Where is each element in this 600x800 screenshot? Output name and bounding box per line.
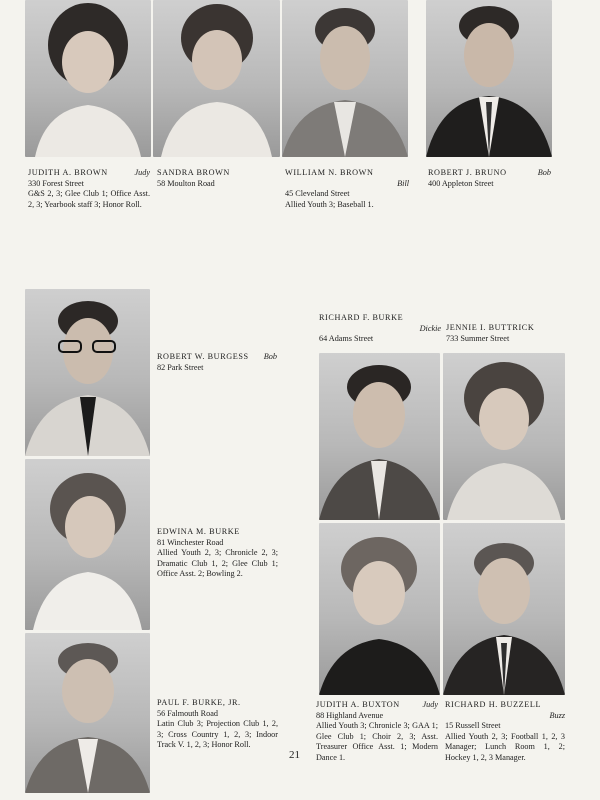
- portrait-paul-burke: [25, 633, 150, 793]
- student-address: 400 Appleton Street: [428, 178, 494, 188]
- portrait-william-brown: [282, 0, 408, 157]
- student-address: 15 Russell Street: [445, 721, 501, 731]
- student-address: 64 Adams Street: [319, 334, 374, 344]
- caption-william-brown: [285, 168, 409, 210]
- caption-edwina-burke: [157, 527, 278, 580]
- student-address: 733 Summer Street: [446, 333, 510, 343]
- student-name: EDWINA M. BURKE: [157, 527, 240, 536]
- student-activities: Allied Youth 2, 3; Football 1, 2, 3 Manager; Lunch Room 1, 2; Hockey 1, 2, 3 Manager.: [445, 731, 565, 762]
- student-address: 45 Cleveland Street: [285, 189, 350, 199]
- student-address: 82 Park Street: [157, 362, 204, 372]
- student-address: 330 Forest Street: [28, 178, 84, 188]
- caption-richard-burke: [319, 313, 441, 345]
- student-name: RICHARD F. BURKE: [319, 313, 404, 322]
- student-address: 88 Highland Avenue: [316, 710, 384, 720]
- portrait-edwina-burke: [25, 459, 150, 630]
- portrait-richard-burke: [319, 353, 440, 520]
- caption-robert-bruno: [428, 168, 551, 189]
- student-activities: G&S 2, 3; Glee Club 1; Office Asst. 2, 3; Yearbook staff 3; Honor Roll.: [28, 189, 150, 209]
- student-address: 81 Winchester Road: [157, 537, 224, 547]
- caption-robert-burgess: [157, 352, 277, 373]
- student-name: WILLIAM N. BROWN: [285, 168, 374, 177]
- portrait-sandra-brown: [153, 0, 280, 157]
- portrait-robert-bruno: [426, 0, 552, 157]
- student-name: JUDITH A. BROWN: [28, 168, 108, 177]
- caption-judith-buxton: [316, 700, 438, 764]
- student-activities: Allied Youth 3; Chronicle 3; GAA 1; Glee Club 1; Choir 2, 3; Asst. Treasurer Office Asst. 1; Modern Dance 1.: [316, 721, 438, 762]
- student-activities: Allied Youth 3; Baseball 1.: [285, 199, 374, 209]
- student-address: 58 Moulton Road: [157, 178, 215, 188]
- page-number: 21: [289, 749, 300, 761]
- student-activities: Latin Club 3; Projection Club 1, 2, 3; Cross Country 1, 2, 3; Indoor Track V. 1, 2, 3; Honor Roll.: [157, 719, 278, 750]
- caption-sandra-brown: [157, 168, 277, 189]
- student-nickname: Judy: [134, 168, 150, 177]
- caption-judith-brown: [28, 168, 150, 210]
- portrait-judith-buxton: [319, 523, 440, 695]
- student-nickname: Judy: [422, 700, 438, 709]
- student-nickname: Bob: [263, 352, 277, 361]
- caption-jennie-buttrick: [446, 323, 568, 344]
- portrait-judith-brown: [25, 0, 151, 157]
- student-name: ROBERT J. BRUNO: [428, 168, 507, 177]
- portrait-jennie-buttrick: [443, 353, 565, 520]
- portrait-robert-burgess: [25, 289, 150, 456]
- student-name: ROBERT W. BURGESS: [157, 352, 249, 361]
- student-nickname: Buzz: [549, 710, 565, 720]
- student-nickname: Bill: [397, 178, 409, 188]
- student-name: SANDRA BROWN: [157, 168, 230, 177]
- portrait-richard-buzzell: [443, 523, 565, 695]
- student-name: RICHARD H. BUZZELL: [445, 700, 542, 709]
- student-nickname: Dickie: [419, 323, 441, 333]
- caption-richard-buzzell: [445, 700, 565, 764]
- caption-paul-burke: [157, 698, 278, 751]
- student-name: JENNIE I. BUTTRICK: [446, 323, 535, 332]
- student-activities: Allied Youth 2, 3; Chronicle 2, 3; Dramatic Club 1, 2; Glee Club 1; Office Asst. 2; Bowling 2.: [157, 548, 278, 579]
- student-name: JUDITH A. BUXTON: [316, 700, 400, 709]
- student-nickname: Bob: [537, 168, 551, 177]
- student-address: 56 Falmouth Road: [157, 708, 218, 718]
- student-name: PAUL F. BURKE, JR.: [157, 698, 241, 707]
